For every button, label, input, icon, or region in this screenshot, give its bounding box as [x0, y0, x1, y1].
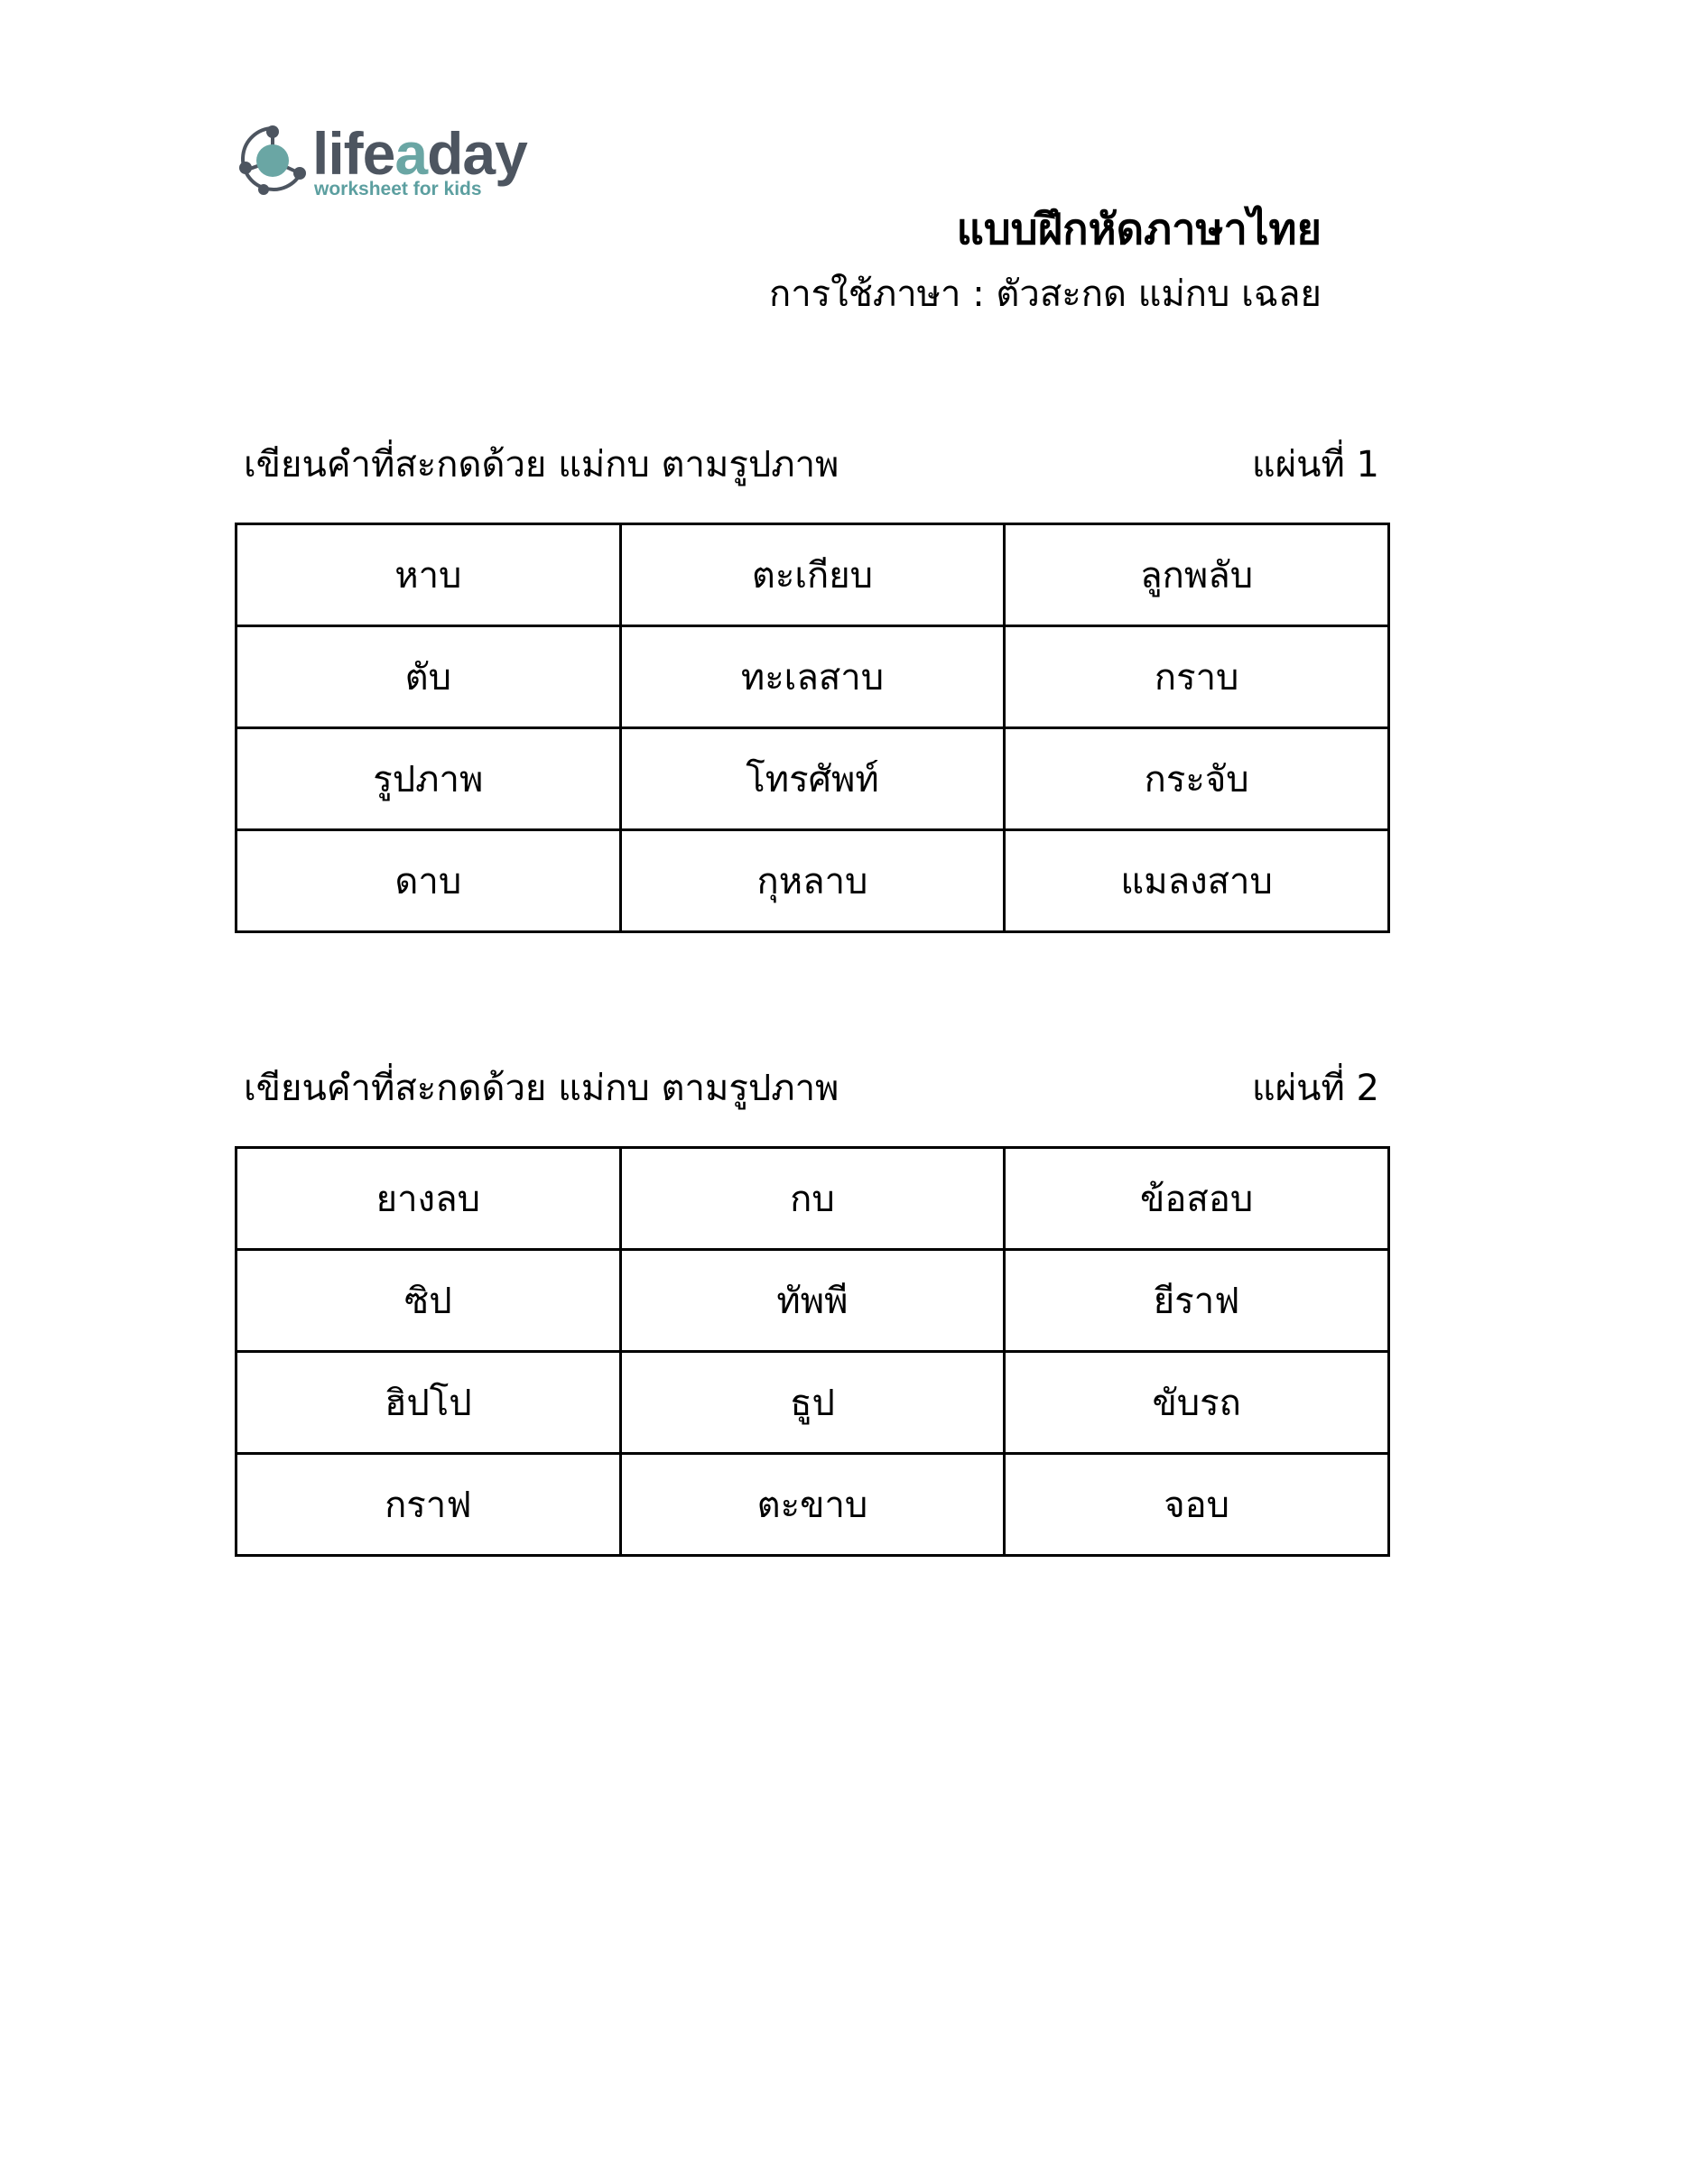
sheet-header — [244, 1059, 1379, 1116]
sheet-instruction: เขียนคำที่สะกดด้วย แม่กบ ตามรูปภาพ — [244, 444, 839, 486]
word-table — [235, 523, 1390, 933]
table-cell: แมลงสาบ — [1005, 830, 1389, 932]
table-cell: ยีราฟ — [1005, 1250, 1389, 1352]
table-cell: จอบ — [1005, 1454, 1389, 1556]
sheet-header — [244, 435, 1379, 493]
table-cell: กราบ — [1005, 626, 1389, 728]
table-cell: ธูป — [620, 1352, 1005, 1454]
logo-wordmark — [312, 119, 527, 188]
word-table — [235, 1146, 1390, 1557]
table-cell: ดาบ — [237, 830, 621, 932]
table-cell: รูปภาพ — [237, 728, 621, 830]
table-cell: กระจับ — [1005, 728, 1389, 830]
table-cell: ทะเลสาบ — [620, 626, 1005, 728]
table-row — [237, 830, 1389, 932]
table-cell: ลูกพลับ — [1005, 524, 1389, 626]
sheet-number: แผ่นที่ 1 — [1251, 444, 1379, 486]
page-subtitle: การใช้ภาษา : ตัวสะกด แม่กบ เฉลย — [769, 273, 1322, 315]
logo-word-part: life — [312, 120, 395, 187]
logo-word-part: a — [394, 120, 428, 187]
table-row — [237, 1250, 1389, 1352]
table-cell: ซิป — [237, 1250, 621, 1352]
table-row — [237, 728, 1389, 830]
sheet-number: แผ่นที่ 2 — [1251, 1068, 1379, 1109]
table-cell: กราฟ — [237, 1454, 621, 1556]
logo-word-part: day — [427, 120, 527, 187]
molecule-logo-icon — [237, 125, 309, 197]
table-cell: ฮิปโป — [237, 1352, 621, 1454]
table-cell: กุหลาบ — [620, 830, 1005, 932]
table-cell: โทรศัพท์ — [620, 728, 1005, 830]
table-row — [237, 1352, 1389, 1454]
table-row — [237, 1148, 1389, 1250]
table-cell: หาบ — [237, 524, 621, 626]
table-cell: ตับ — [237, 626, 621, 728]
table-cell: กบ — [620, 1148, 1005, 1250]
table-cell: ตะขาบ — [620, 1454, 1005, 1556]
table-cell: ทัพพี — [620, 1250, 1005, 1352]
table-row — [237, 1454, 1389, 1556]
lifeaday-logo — [237, 119, 527, 209]
table-cell: ตะเกียบ — [620, 524, 1005, 626]
page-title: แบบฝึกหัดภาษาไทย — [956, 205, 1322, 254]
table-row — [237, 626, 1389, 728]
table-row — [237, 524, 1389, 626]
table-cell: ยางลบ — [237, 1148, 621, 1250]
logo-tagline: worksheet for kids — [314, 179, 482, 199]
table-cell: ขับรถ — [1005, 1352, 1389, 1454]
sheet-instruction: เขียนคำที่สะกดด้วย แม่กบ ตามรูปภาพ — [244, 1068, 839, 1109]
table-cell: ข้อสอบ — [1005, 1148, 1389, 1250]
